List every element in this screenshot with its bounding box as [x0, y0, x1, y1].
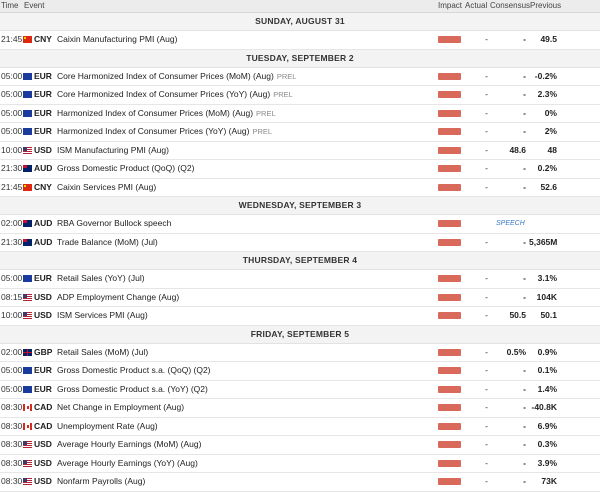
event-name[interactable] — [57, 381, 208, 399]
china-flag-icon — [23, 184, 32, 191]
event-time: 08:30 — [1, 420, 23, 431]
impact-high-bar — [438, 147, 461, 154]
currency-code: EUR — [34, 89, 52, 99]
currency-code: CAD — [34, 420, 53, 431]
event-name[interactable] — [57, 307, 148, 325]
eu-flag-icon — [23, 110, 32, 117]
previous-value: 5,365M — [529, 236, 558, 247]
actual-value: - — [485, 476, 488, 486]
table-row[interactable] — [0, 455, 600, 474]
event-title[interactable]: Caixin Manufacturing PMI (Aug) — [57, 34, 178, 44]
table-row[interactable] — [0, 123, 600, 142]
impact-high-bar — [438, 478, 461, 485]
previous-value: 3.1% — [537, 273, 557, 283]
event-time: 10:00 — [1, 310, 23, 320]
actual-value: - — [485, 365, 488, 375]
actual-value: - — [485, 163, 488, 173]
event-time: 08:30 — [1, 476, 23, 486]
actual-value: - — [485, 420, 488, 431]
consensus-value: 50.5 — [509, 310, 526, 320]
impact-high-bar — [438, 441, 461, 448]
event-name[interactable] — [57, 399, 184, 417]
event-name[interactable] — [57, 142, 169, 160]
table-row[interactable] — [0, 436, 600, 455]
previous-value: 1.4% — [537, 383, 557, 394]
us-flag-icon — [23, 147, 32, 154]
event-title[interactable]: RBA Governor Bullock speech — [57, 218, 172, 228]
day-header: FRIDAY, SEPTEMBER 5 — [0, 326, 600, 344]
actual-value: - — [485, 126, 488, 136]
event-time: 08:30 — [1, 457, 23, 468]
event-title[interactable]: Gross Domestic Product s.a. (YoY) (Q2) — [57, 383, 208, 394]
event-name[interactable] — [57, 86, 293, 104]
currency-code: EUR — [34, 273, 52, 283]
table-row[interactable] — [0, 307, 600, 326]
previous-value: 3.9% — [537, 457, 557, 468]
previous-value: 48 — [547, 144, 557, 155]
eu-flag-icon — [23, 128, 32, 135]
actual-value: - — [485, 181, 488, 192]
actual-value: - — [485, 144, 488, 155]
event-time: 05:00 — [1, 126, 23, 136]
consensus-value: - — [523, 291, 526, 302]
impact-high-bar — [438, 423, 461, 430]
australia-flag-icon — [23, 239, 32, 246]
us-flag-icon — [23, 478, 32, 485]
previous-value: 49.5 — [540, 34, 557, 44]
australia-flag-icon — [23, 165, 32, 172]
day-header: WEDNESDAY, SEPTEMBER 3 — [0, 197, 600, 215]
event-time: 21:30 — [1, 236, 23, 247]
currency-code: GBP — [34, 346, 53, 357]
previous-value: 0.9% — [537, 346, 557, 357]
currency-code: USD — [34, 144, 52, 155]
currency-code: CNY — [34, 34, 52, 44]
event-name[interactable] — [57, 270, 145, 288]
event-title[interactable]: Retail Sales (YoY) (Jul) — [57, 273, 145, 283]
header-consensus[interactable]: Consensus — [490, 1, 531, 10]
event-time: 05:00 — [1, 107, 23, 118]
consensus-value: - — [523, 126, 526, 136]
china-flag-icon — [23, 36, 32, 43]
currency-code: EUR — [34, 383, 52, 394]
table-row[interactable] — [0, 142, 600, 161]
event-title[interactable]: Average Hourly Earnings (MoM) (Aug) — [57, 439, 202, 449]
consensus-value: - — [523, 181, 526, 192]
us-flag-icon — [23, 294, 32, 301]
previous-value: 50.1 — [540, 310, 557, 320]
event-name[interactable] — [57, 234, 158, 252]
previous-value: 0.1% — [537, 365, 557, 375]
consensus-value: - — [523, 236, 526, 247]
event-title[interactable]: Nonfarm Payrolls (Aug) — [57, 476, 146, 486]
impact-high-bar — [438, 275, 461, 282]
actual-value: - — [485, 273, 488, 283]
impact-high-bar — [438, 460, 461, 467]
consensus-value: 0.5% — [506, 346, 526, 357]
event-time: 21:30 — [1, 163, 23, 173]
table-row[interactable] — [0, 344, 600, 363]
table-row[interactable] — [0, 289, 600, 308]
event-title[interactable]: Retail Sales (MoM) (Jul) — [57, 346, 149, 357]
event-name[interactable] — [57, 68, 296, 86]
currency-code: CNY — [34, 181, 52, 192]
previous-value: 0% — [544, 107, 557, 118]
actual-value: - — [485, 346, 488, 357]
actual-value: - — [485, 70, 488, 81]
event-name[interactable] — [57, 215, 171, 233]
previous-value: -0.2% — [534, 70, 557, 81]
impact-high-bar — [438, 386, 461, 393]
consensus-value: - — [523, 70, 526, 81]
currency-code: EUR — [34, 70, 52, 81]
previous-value: 2.3% — [537, 89, 557, 99]
prel-tag: PREL — [273, 90, 293, 99]
event-time: 21:45 — [1, 181, 23, 192]
currency-code: EUR — [34, 126, 52, 136]
currency-code: USD — [34, 476, 52, 486]
day-header: THURSDAY, SEPTEMBER 4 — [0, 252, 600, 270]
currency-code: EUR — [34, 107, 52, 118]
previous-value: 2% — [544, 126, 557, 136]
actual-value: - — [485, 89, 488, 99]
speech-tag: SPEECH — [496, 220, 525, 227]
calendar-body — [0, 13, 600, 492]
actual-value: - — [485, 107, 488, 118]
currency-code: USD — [34, 291, 52, 302]
eu-flag-icon — [23, 91, 32, 98]
table-row[interactable] — [0, 215, 600, 234]
event-time: 05:00 — [1, 383, 23, 394]
consensus-value: - — [523, 365, 526, 375]
event-time: 08:30 — [1, 402, 23, 412]
eu-flag-icon — [23, 73, 32, 80]
event-time: 02:00 — [1, 218, 23, 228]
consensus-value: 48.6 — [509, 144, 526, 155]
previous-value: 104K — [536, 291, 557, 302]
consensus-value: - — [523, 383, 526, 394]
header-actual[interactable]: Actual — [465, 1, 488, 10]
actual-value: - — [485, 402, 488, 412]
actual-value: - — [485, 457, 488, 468]
header-event[interactable]: Event — [24, 1, 45, 10]
event-title[interactable]: Average Hourly Earnings (YoY) (Aug) — [57, 457, 198, 468]
impact-high-bar — [438, 184, 461, 191]
impact-high-bar — [438, 367, 461, 374]
table-row[interactable] — [0, 362, 600, 381]
eu-flag-icon — [23, 386, 32, 393]
event-time: 05:00 — [1, 89, 23, 99]
currency-code: AUD — [34, 236, 53, 247]
prel-tag: PREL — [256, 108, 276, 118]
event-name[interactable] — [57, 344, 148, 362]
prel-tag: PREL — [276, 71, 297, 81]
event-name[interactable] — [57, 362, 211, 380]
actual-value: - — [485, 310, 488, 320]
consensus-value: - — [523, 273, 526, 283]
event-title[interactable]: Gross Domestic Product (QoQ) (Q2) — [57, 163, 195, 173]
event-title[interactable]: ISM Manufacturing PMI (Aug) — [57, 144, 169, 155]
prel-tag: PREL — [252, 127, 273, 136]
impact-high-bar — [438, 349, 461, 356]
event-title[interactable]: Caixin Services PMI (Aug) — [57, 181, 157, 192]
event-time: 10:00 — [1, 144, 23, 155]
event-title[interactable]: Unemployment Rate (Aug) — [57, 420, 158, 431]
currency-code: USD — [34, 310, 52, 320]
consensus-value: - — [523, 89, 526, 99]
impact-high-bar — [438, 128, 461, 135]
actual-value: - — [485, 439, 488, 449]
impact-high-bar — [438, 312, 461, 319]
uk-flag-icon — [23, 349, 32, 356]
canada-flag-icon — [23, 404, 32, 411]
table-row[interactable] — [0, 105, 600, 124]
header-time[interactable]: Time — [1, 1, 19, 10]
previous-value: 73K — [541, 476, 557, 486]
table-row[interactable] — [0, 86, 600, 105]
us-flag-icon — [23, 460, 32, 467]
event-title[interactable]: Core Harmonized Index of Consumer Prices (YoY) (Aug) — [57, 89, 271, 99]
event-time: 05:00 — [1, 70, 23, 81]
previous-value: 0.2% — [537, 163, 557, 173]
consensus-value: - — [523, 107, 526, 118]
table-row[interactable] — [0, 418, 600, 437]
event-time: 05:00 — [1, 365, 23, 375]
header-previous[interactable]: Previous — [530, 1, 562, 10]
currency-code: USD — [34, 457, 52, 468]
actual-value: - — [485, 236, 488, 247]
currency-code: USD — [34, 439, 52, 449]
previous-value: 52.6 — [540, 181, 557, 192]
event-name[interactable] — [57, 473, 145, 491]
event-title[interactable]: Core Harmonized Index of Consumer Prices (MoM) (Aug) — [57, 70, 274, 81]
actual-value: - — [485, 34, 488, 44]
table-row[interactable] — [0, 160, 600, 179]
event-name[interactable] — [57, 105, 276, 123]
event-title[interactable]: Trade Balance (MoM) (Jul) — [57, 236, 158, 247]
event-title[interactable]: Gross Domestic Product s.a. (QoQ) (Q2) — [57, 365, 211, 375]
consensus-value: - — [523, 439, 526, 449]
consensus-value: - — [523, 402, 526, 412]
consensus-value: - — [523, 34, 526, 44]
day-header: SUNDAY, AUGUST 31 — [0, 13, 600, 31]
table-row[interactable] — [0, 473, 600, 492]
event-title[interactable]: Harmonized Index of Consumer Prices (MoM) (Aug) — [57, 107, 254, 118]
consensus-value: - — [523, 420, 526, 431]
currency-code: CAD — [34, 402, 53, 412]
table-row[interactable] — [0, 31, 600, 50]
previous-value: 0.3% — [537, 439, 557, 449]
table-row[interactable] — [0, 234, 600, 253]
event-name[interactable] — [57, 289, 179, 307]
day-header: TUESDAY, SEPTEMBER 2 — [0, 50, 600, 68]
canada-flag-icon — [23, 423, 32, 430]
event-name[interactable] — [57, 160, 194, 178]
event-name[interactable] — [57, 436, 201, 454]
event-name[interactable] — [57, 455, 198, 473]
consensus-value: - — [523, 163, 526, 173]
consensus-value: - — [523, 457, 526, 468]
event-title[interactable]: ADP Employment Change (Aug) — [57, 291, 180, 302]
table-row[interactable] — [0, 270, 600, 289]
impact-high-bar — [438, 294, 461, 301]
event-name[interactable] — [57, 123, 272, 141]
event-time: 21:45 — [1, 34, 23, 44]
impact-high-bar — [438, 404, 461, 411]
table-row[interactable] — [0, 179, 600, 198]
event-time: 02:00 — [1, 346, 23, 357]
table-row[interactable] — [0, 399, 600, 418]
australia-flag-icon — [23, 220, 32, 227]
impact-high-bar — [438, 239, 461, 246]
event-name[interactable] — [57, 179, 156, 197]
event-title[interactable]: Net Change in Employment (Aug) — [57, 402, 185, 412]
previous-value: -40.8K — [531, 402, 557, 412]
table-row[interactable] — [0, 68, 600, 87]
us-flag-icon — [23, 441, 32, 448]
event-name[interactable] — [57, 418, 158, 436]
impact-high-bar — [438, 165, 461, 172]
actual-value: - — [485, 383, 488, 394]
event-time: 05:00 — [1, 273, 23, 283]
event-time: 08:15 — [1, 291, 23, 302]
actual-value: - — [485, 291, 488, 302]
header-impact[interactable]: Impact — [438, 1, 463, 10]
currency-code: AUD — [34, 218, 53, 228]
impact-high-bar — [438, 220, 461, 227]
previous-value: 6.9% — [537, 420, 557, 431]
impact-high-bar — [438, 110, 461, 117]
event-title[interactable]: ISM Services PMI (Aug) — [57, 310, 148, 320]
currency-code: EUR — [34, 365, 52, 375]
table-row[interactable] — [0, 381, 600, 400]
impact-high-bar — [438, 36, 461, 43]
eu-flag-icon — [23, 367, 32, 374]
impact-high-bar — [438, 91, 461, 98]
currency-code: AUD — [34, 163, 53, 173]
impact-high-bar — [438, 73, 461, 80]
consensus-value: - — [523, 476, 526, 486]
event-name[interactable] — [57, 31, 177, 49]
event-time: 08:30 — [1, 439, 23, 449]
event-title[interactable]: Harmonized Index of Consumer Prices (YoY) (Aug) — [57, 126, 250, 136]
table-header — [0, 0, 600, 13]
us-flag-icon — [23, 312, 32, 319]
eu-flag-icon — [23, 275, 32, 282]
